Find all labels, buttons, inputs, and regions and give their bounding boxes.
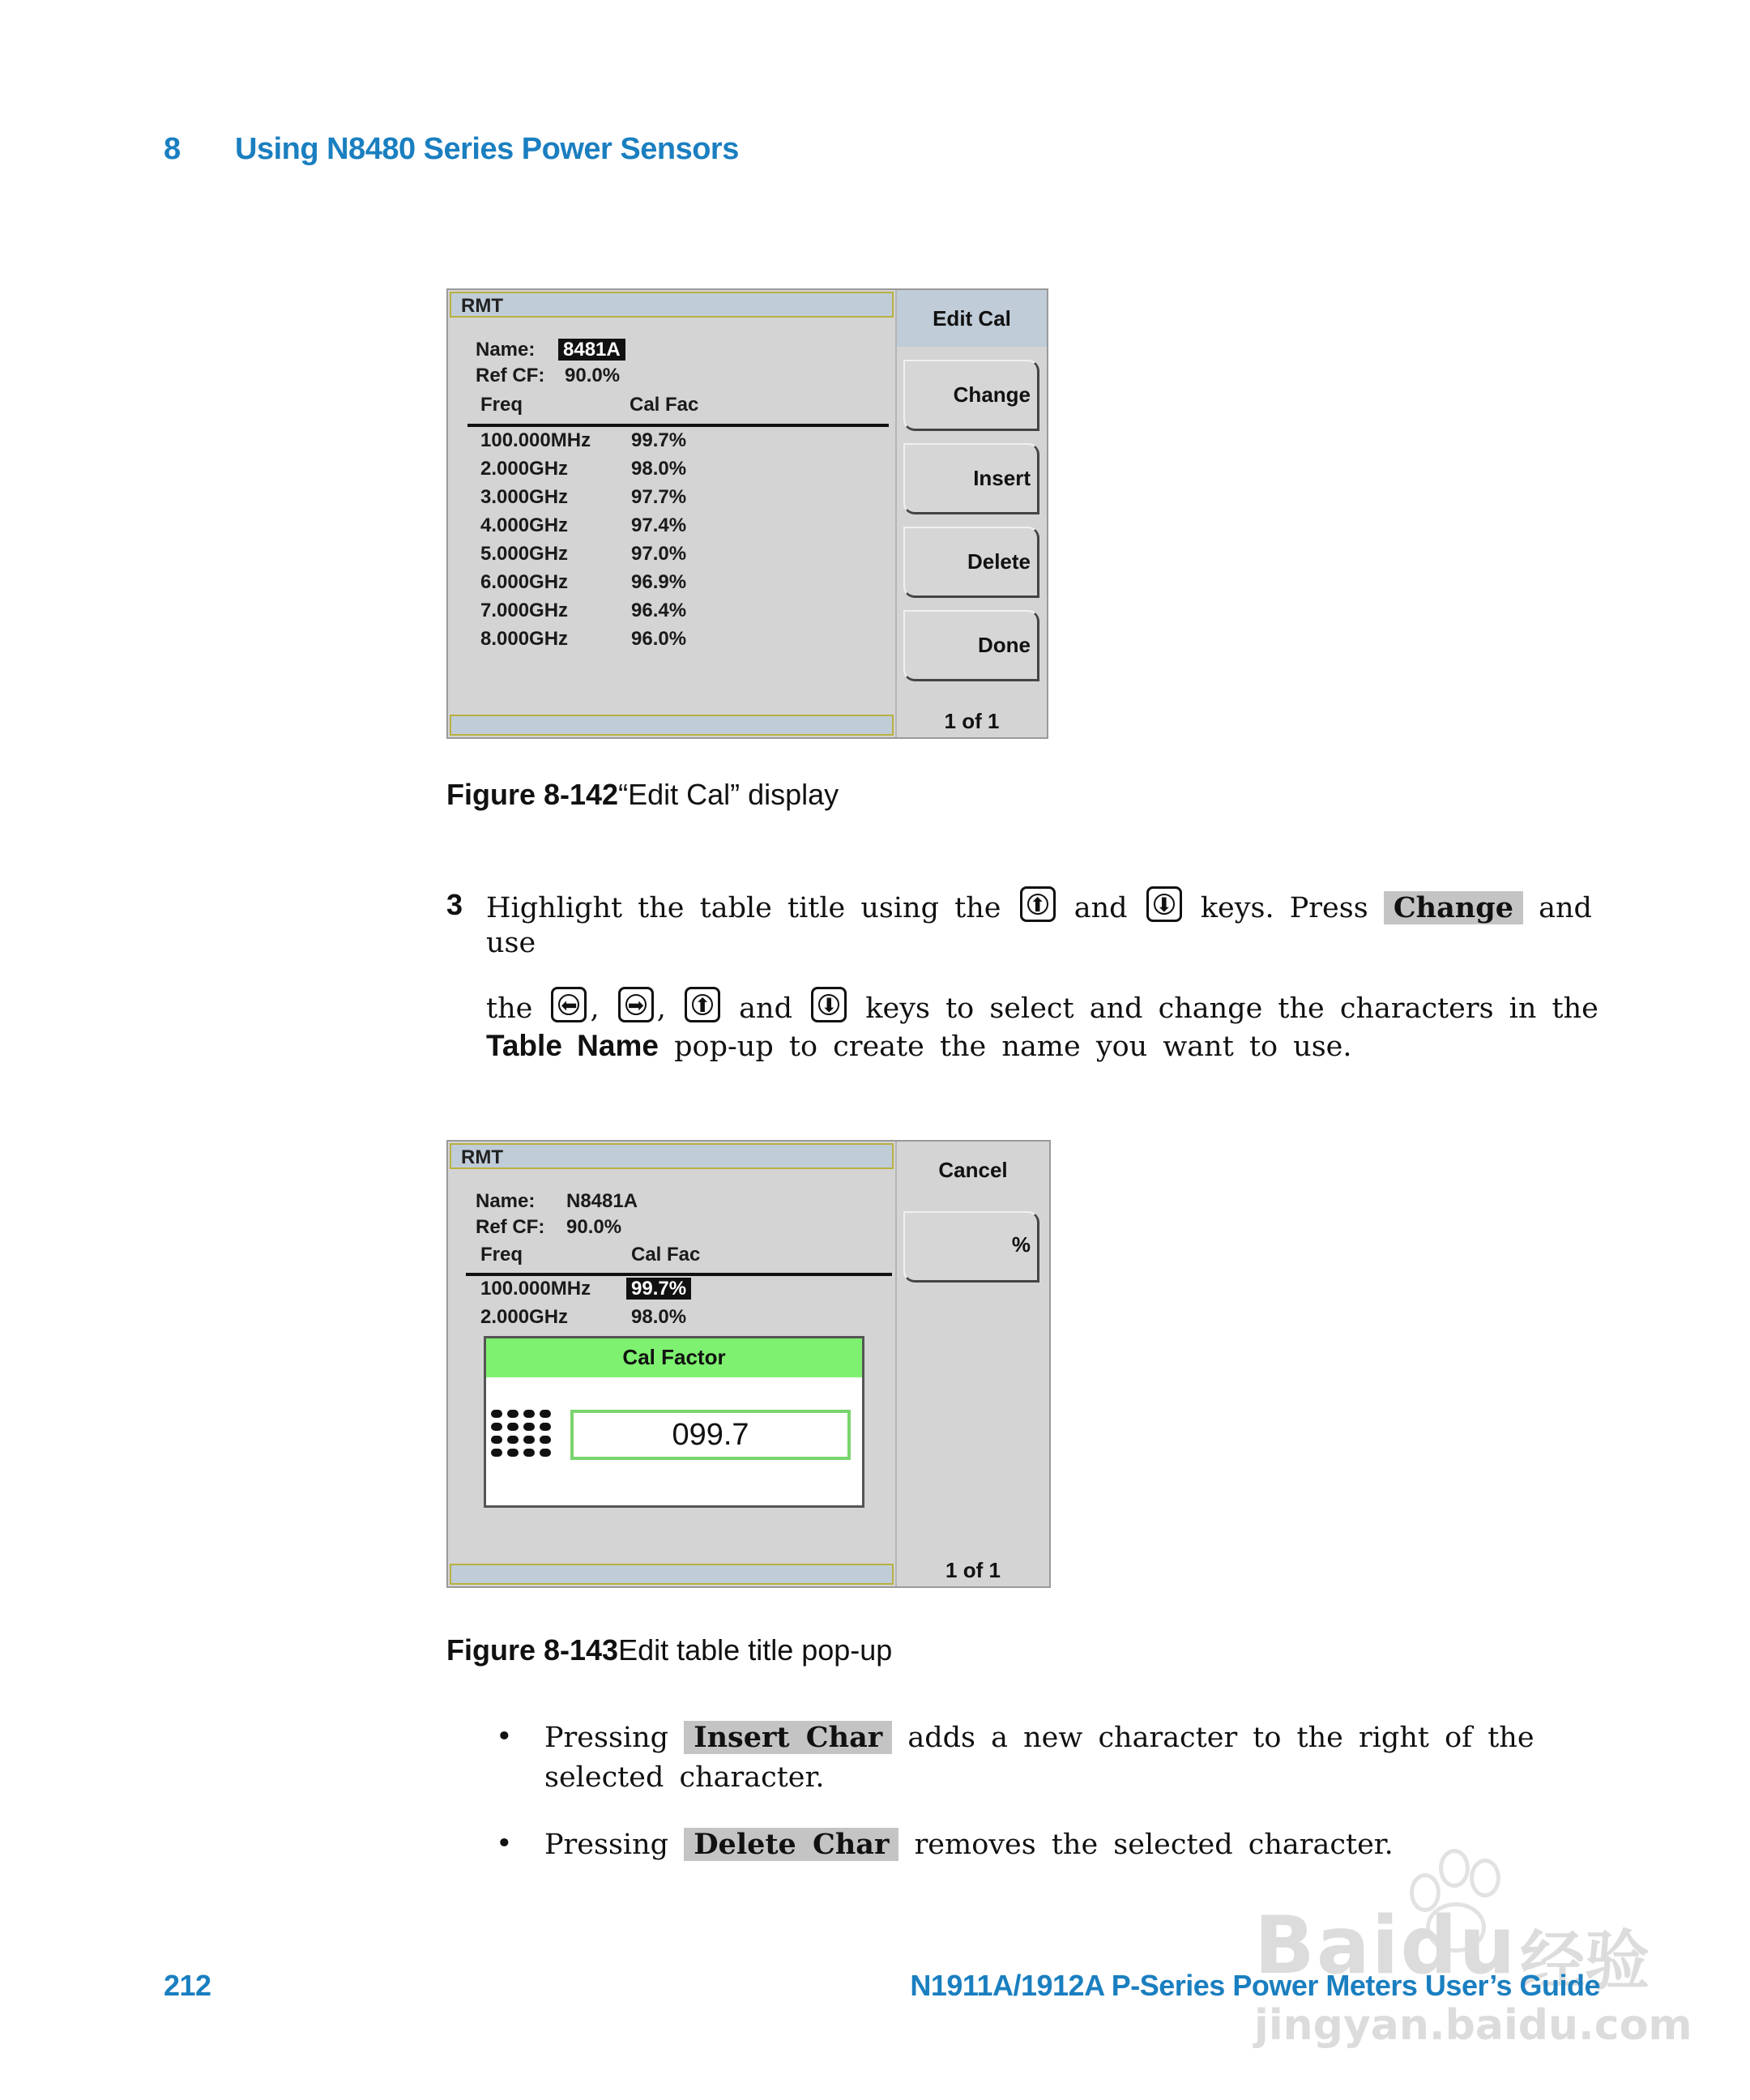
percent-softkey[interactable] <box>903 1211 1039 1283</box>
refcf-label: Ref CF: <box>476 1216 545 1238</box>
table-row-freq: 100.000MHz <box>480 429 591 451</box>
cal-factor-value: 099.7 <box>672 1418 749 1452</box>
step-text: Highlight the table title using the <box>486 892 1001 924</box>
name-value: N8481A <box>566 1190 638 1212</box>
done-softkey-label: Done <box>978 633 1031 657</box>
step-number: 3 <box>446 888 463 921</box>
figure-143-caption <box>446 1633 892 1667</box>
change-softkey[interactable] <box>903 360 1039 431</box>
insert-softkey[interactable] <box>903 443 1039 514</box>
status-bar <box>450 1143 894 1169</box>
watermark-brand-b: du <box>1400 1900 1517 1992</box>
table-name-term: Table Name <box>486 1029 659 1062</box>
cal-factor-popup <box>484 1336 864 1508</box>
status-rmt: RMT <box>461 295 503 317</box>
right-arrow-key-icon: ➡ <box>618 987 654 1022</box>
bullet-text: Pressing <box>544 1829 669 1861</box>
refcf-value: 90.0% <box>566 1216 622 1238</box>
table-row-freq: 2.000GHz <box>480 458 569 480</box>
table-row-freq: 6.000GHz <box>480 571 569 593</box>
percent-softkey-label: % <box>1011 1232 1031 1257</box>
softkey-panel <box>895 1142 1049 1586</box>
change-key-label: Change <box>1384 891 1523 924</box>
chapter-number: 8 <box>164 132 181 166</box>
page-number: 212 <box>164 1969 211 2002</box>
name-value: 8481A <box>558 339 625 361</box>
cancel-softkey-label: Cancel <box>938 1158 1008 1182</box>
table-row-cal: 97.7% <box>631 486 687 508</box>
table-row-freq: 2.000GHz <box>480 1306 569 1328</box>
delete-char-key-label: Delete Char <box>684 1828 898 1861</box>
status-bar <box>450 292 894 318</box>
table-row-freq: 7.000GHz <box>480 600 569 621</box>
table-row-freq: 8.000GHz <box>480 628 569 650</box>
softkey-menu-title-text: Edit Cal <box>933 306 1011 331</box>
caption-number: Figure 8-143 <box>446 1633 619 1667</box>
bullet-text: adds a new character to the right of the <box>907 1722 1534 1754</box>
name-label: Name: <box>476 339 536 361</box>
status-rmt: RMT <box>461 1146 503 1168</box>
caption-number: Figure 8-142 <box>446 778 619 811</box>
table-row-freq: 4.000GHz <box>480 514 569 536</box>
bullet-insert-char-line2: selected character. <box>544 1761 825 1794</box>
cancel-softkey[interactable] <box>897 1142 1049 1198</box>
insert-softkey-label: Insert <box>973 466 1031 490</box>
step-3-use: use <box>486 927 536 959</box>
insert-char-key-label: Insert Char <box>684 1721 892 1754</box>
table-row-cal: 96.9% <box>631 571 687 593</box>
table-row-freq: 3.000GHz <box>480 486 569 508</box>
down-arrow-key-icon: ⬇ <box>1146 886 1182 922</box>
table-header-rule <box>467 424 889 427</box>
col-calfac: Cal Fac <box>631 1244 701 1266</box>
softkey-panel <box>895 290 1047 737</box>
keypad-icon <box>491 1410 556 1463</box>
step-3-line-1 <box>486 886 1592 924</box>
bullet-insert-char <box>544 1721 1534 1754</box>
refcf-value: 90.0% <box>565 365 621 386</box>
cal-factor-input[interactable] <box>570 1410 851 1460</box>
table-header-rule <box>466 1273 892 1276</box>
bullet-marker: • <box>496 1721 513 1753</box>
down-arrow-key-icon: ⬇ <box>811 987 847 1022</box>
selected-cal-value: 99.7% <box>626 1278 691 1300</box>
step-3-line-3 <box>486 1029 1352 1063</box>
edit-table-title-popup-display <box>446 1140 1051 1588</box>
name-label: Name: <box>476 1190 536 1212</box>
table-row-cal: 97.0% <box>631 543 687 565</box>
figure-142-caption <box>446 778 839 812</box>
edit-cal-display <box>446 288 1048 739</box>
table-row-freq: 5.000GHz <box>480 543 569 565</box>
up-arrow-key-icon: ⬆ <box>685 987 720 1022</box>
chapter-title: Using N8480 Series Power Sensors <box>235 132 739 166</box>
step-text: and <box>1539 892 1592 924</box>
screen-main-area <box>448 1142 895 1586</box>
softkey-menu-title <box>897 290 1047 347</box>
table-row-cal: 99.7% <box>631 429 687 451</box>
table-row-cal: 98.0% <box>631 458 687 480</box>
watermark-url: jingyan.baidu.com <box>1254 2001 1692 2050</box>
table-row-freq: 100.000MHz <box>480 1278 591 1300</box>
step-text: and <box>739 992 792 1025</box>
bullet-marker: • <box>496 1828 513 1860</box>
change-softkey-label: Change <box>953 382 1031 407</box>
table-row-cal: 97.4% <box>631 514 687 536</box>
caption-text: “Edit Cal” display <box>618 778 839 811</box>
step-text: the <box>486 992 533 1025</box>
up-arrow-key-icon: ⬆ <box>1020 886 1056 922</box>
delete-softkey[interactable] <box>903 527 1039 598</box>
step-text: and <box>1073 892 1128 924</box>
table-row-cal: 96.0% <box>631 628 687 650</box>
screen-main-area <box>448 290 895 737</box>
left-arrow-key-icon: ⬅ <box>551 987 587 1022</box>
step-text: keys. Press <box>1200 892 1368 924</box>
step-text: pop-up to create the name you want to use. <box>674 1031 1352 1063</box>
step-text: keys to select and change the characters in the <box>865 992 1598 1025</box>
table-row-cal: 96.4% <box>631 600 687 621</box>
watermark-brand-a: Bai <box>1254 1900 1401 1992</box>
refcf-label: Ref CF: <box>476 365 545 386</box>
watermark-cn: 经验 <box>1520 1923 1650 1999</box>
col-calfac: Cal Fac <box>630 394 699 416</box>
bottom-status-bar <box>450 715 894 736</box>
bottom-status-bar <box>450 1564 894 1585</box>
page-indicator: 1 of 1 <box>945 1558 1001 1582</box>
step-text: , <box>590 992 600 1025</box>
delete-softkey-label: Delete <box>967 549 1031 574</box>
popup-title-bar <box>486 1338 862 1377</box>
bullet-text: Pressing <box>544 1722 669 1754</box>
step-text: , <box>656 992 666 1025</box>
caption-text: Edit table title pop-up <box>618 1633 893 1667</box>
col-freq: Freq <box>480 1244 523 1266</box>
bullet-text: removes the selected character. <box>914 1829 1394 1861</box>
step-3-line-2 <box>486 987 1598 1025</box>
table-row-cal: 98.0% <box>631 1306 687 1328</box>
done-softkey[interactable] <box>903 610 1039 681</box>
bullet-delete-char <box>544 1828 1394 1861</box>
guide-title: N1911A/1912A P-Series Power Meters User’s Guide <box>910 1969 1600 2002</box>
popup-title: Cal Factor <box>622 1345 726 1369</box>
col-freq: Freq <box>480 394 523 416</box>
page-indicator: 1 of 1 <box>944 709 1000 733</box>
